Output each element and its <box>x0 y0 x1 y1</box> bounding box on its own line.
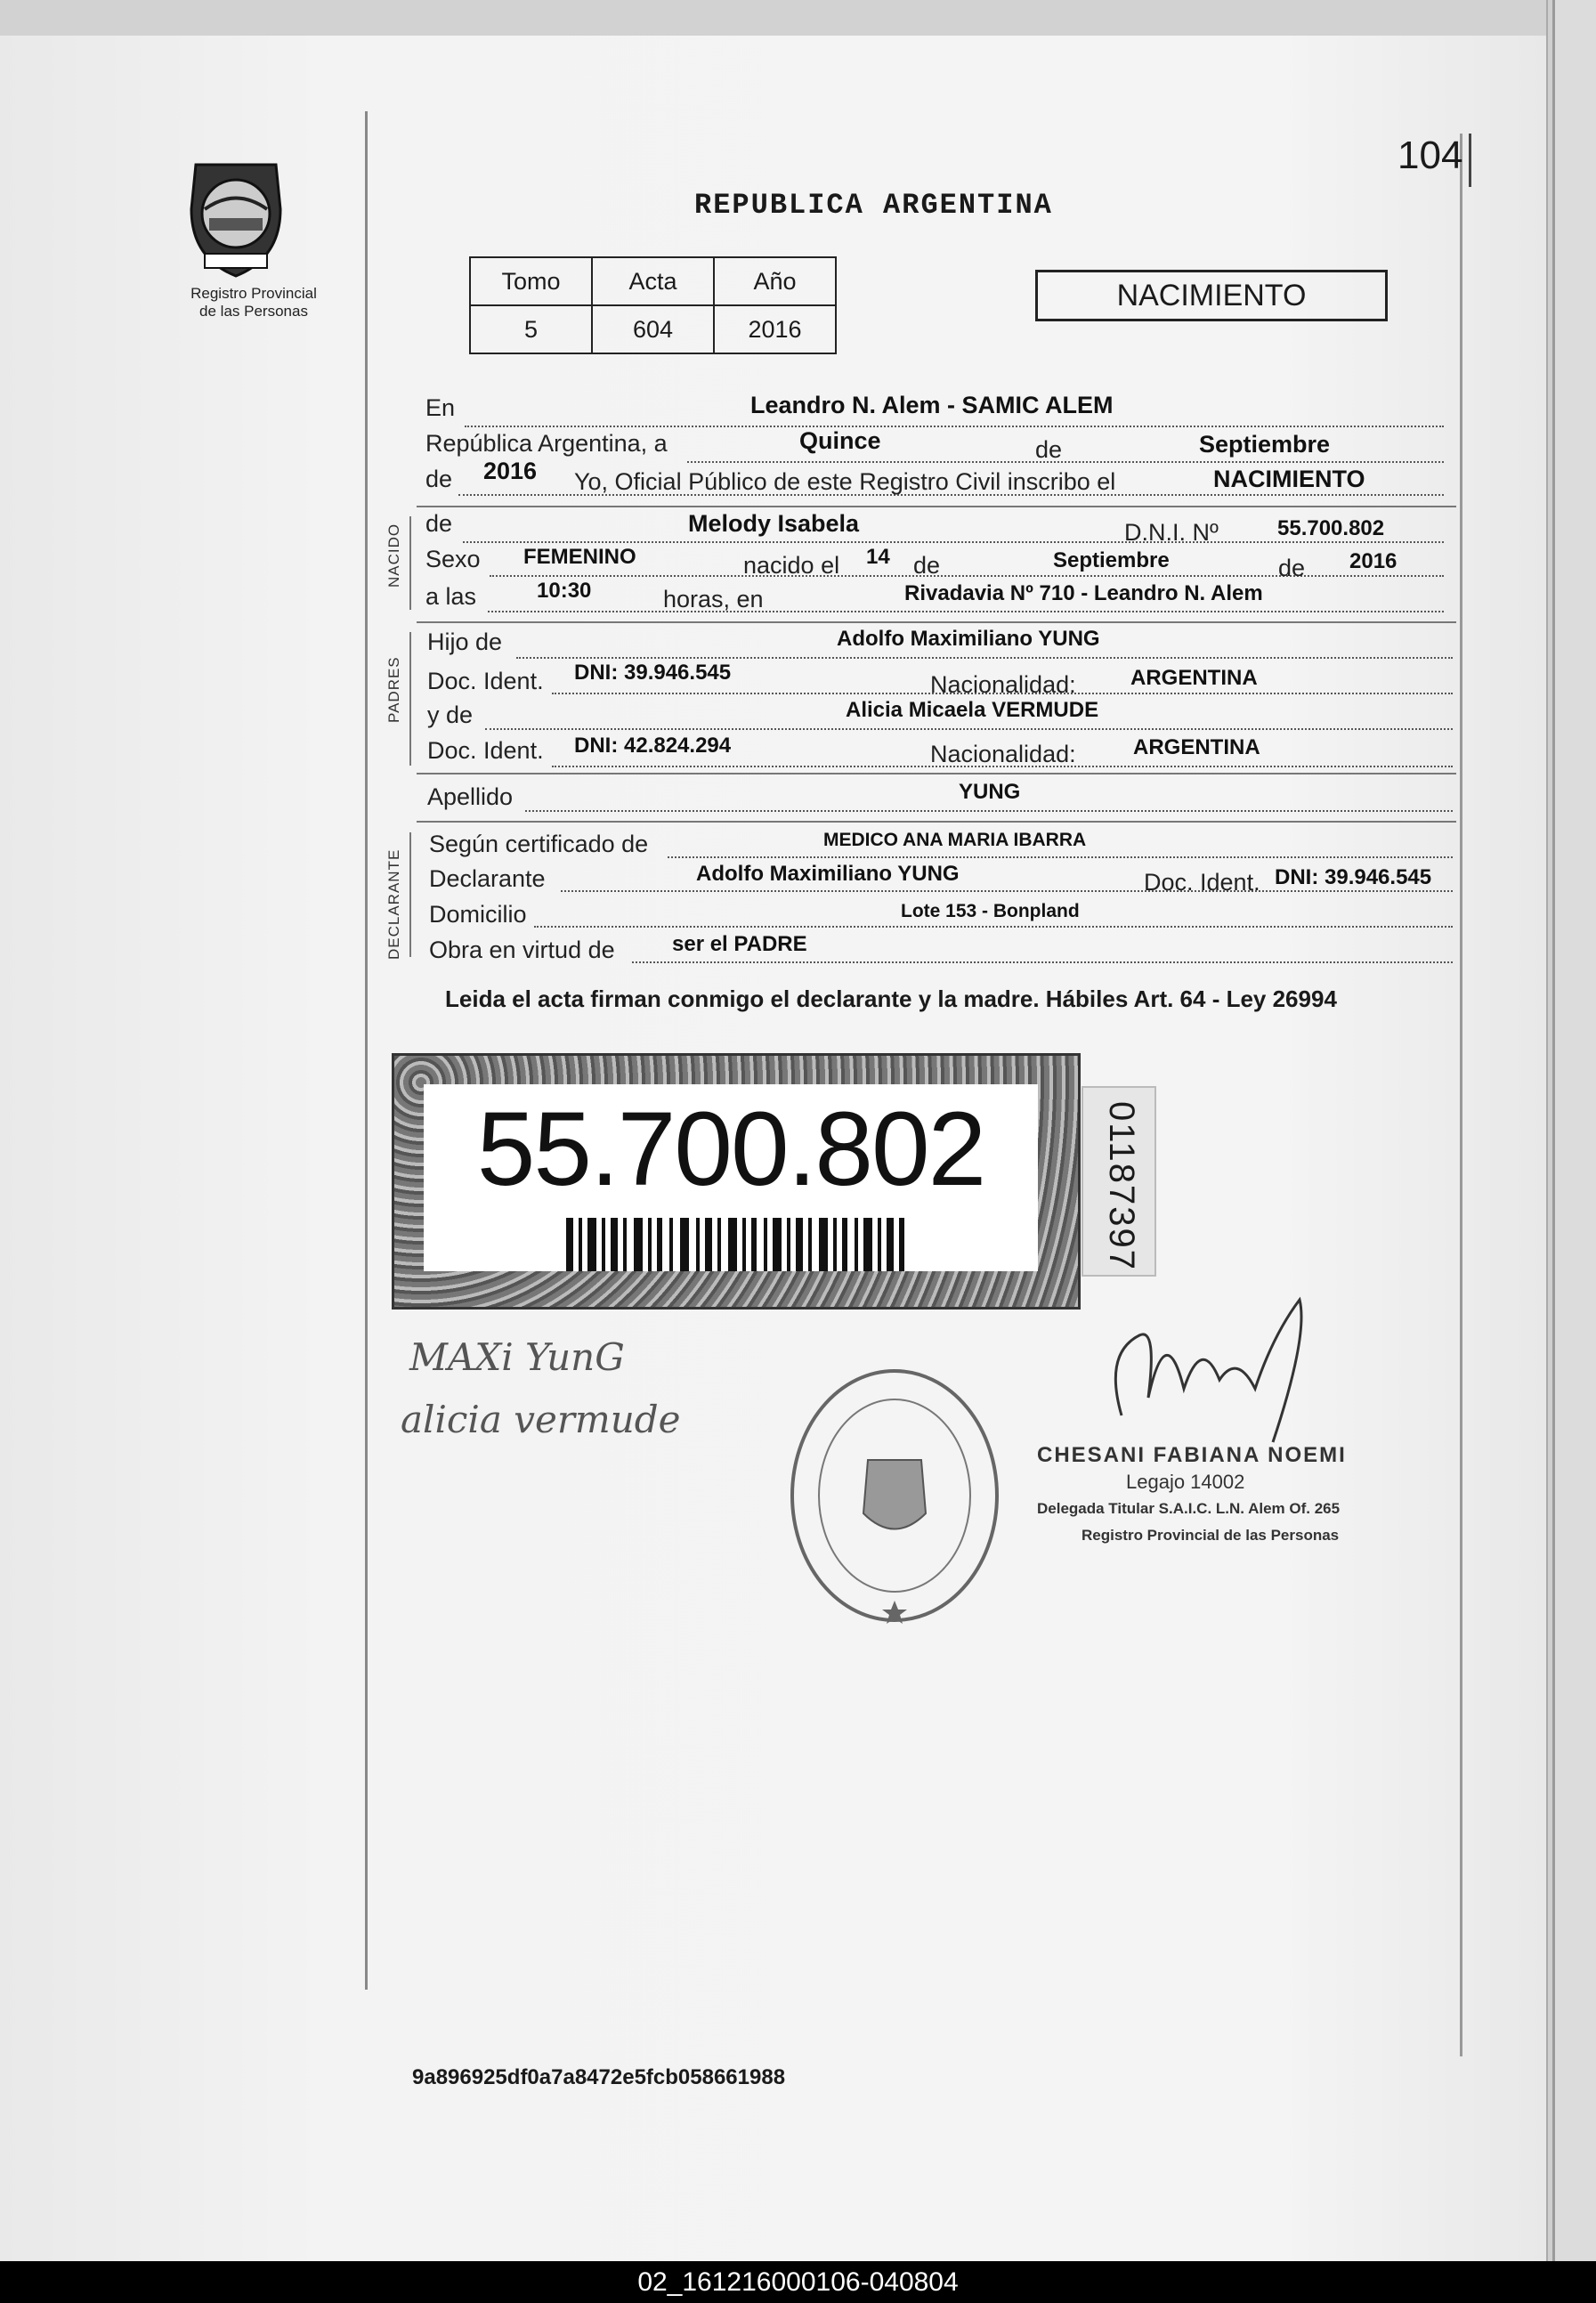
father-nat-label: Nacionalidad: <box>930 671 1076 698</box>
dotted-line <box>534 926 1453 928</box>
father-doc-label: Doc. Ident. <box>427 668 544 694</box>
section-bar <box>409 516 411 610</box>
scan-footer-id: 02_161216000106-040804 <box>0 2261 1596 2303</box>
section-bar <box>409 632 411 766</box>
barcode-icon <box>566 1218 904 1271</box>
acta-label: Acta <box>592 257 714 305</box>
dni-label: D.N.I. Nº <box>1124 519 1219 546</box>
tomo-label: Tomo <box>470 257 592 305</box>
dotted-line <box>465 426 1444 427</box>
tomo-acta-anio-table <box>469 256 837 354</box>
declarante-doc: DNI: 39.946.545 <box>1275 865 1432 889</box>
intro-year: 2016 <box>483 458 538 484</box>
domicilio-label: Domicilio <box>429 901 527 928</box>
father-name: Adolfo Maximiliano YUNG <box>837 627 1100 651</box>
serial-number-sticker <box>1082 1086 1156 1277</box>
intro-act: NACIMIENTO <box>1213 466 1365 492</box>
dni-number: 55.700.802 <box>476 1091 985 1208</box>
mother-nationality: ARGENTINA <box>1133 735 1260 759</box>
left-margin-rule <box>365 111 368 1990</box>
closing-note: Leida el acta firman conmigo el declarante y la madre. Hábiles Art. 64 - Ley 26994 <box>445 985 1337 1012</box>
serial-number: 01187397 <box>1102 1101 1141 1271</box>
section-divider <box>417 773 1456 774</box>
mother-nat-label: Nacionalidad: <box>930 741 1076 767</box>
officer-organization: Registro Provincial de las Personas <box>1082 1527 1340 1544</box>
horas-label: horas, en <box>663 586 764 612</box>
declarante-name: Adolfo Maximiliano YUNG <box>696 862 960 886</box>
document-hash: 9a896925df0a7a8472e5fcb058661988 <box>412 2065 786 2089</box>
dotted-line <box>485 728 1453 730</box>
dotted-line <box>525 810 1453 812</box>
intro-place: Leandro N. Alem - SAMIC ALEM <box>750 392 1114 418</box>
handwritten-signature-father: MAXi YunG <box>409 1335 625 1379</box>
apellido-label: Apellido <box>427 783 514 810</box>
republica-label: República Argentina, a <box>425 430 668 457</box>
logo-caption <box>178 285 329 320</box>
officer-signature-icon <box>1095 1282 1326 1460</box>
nacido-el-label: nacido el <box>743 552 840 579</box>
provincial-seal-icon <box>178 156 294 280</box>
tomo-value: 5 <box>470 305 592 353</box>
dotted-line <box>632 961 1453 963</box>
oficial-text: Yo, Oficial Público de este Registro Civil inscribo el <box>574 468 1116 495</box>
a-las-label: a las <box>425 583 477 610</box>
birth-month: Septiembre <box>1053 548 1170 572</box>
officer-title: Delegada Titular S.A.I.C. L.N. Alem Of. 265 <box>1037 1500 1341 1517</box>
en-label: En <box>425 394 456 421</box>
page-edge <box>1552 0 1596 2261</box>
mother-name: Alicia Micaela VERMUDE <box>846 698 1099 722</box>
nacido-de-label: de <box>425 510 453 537</box>
declarante-doc-label: Doc. Ident. <box>1144 869 1260 896</box>
dotted-line <box>463 541 1444 543</box>
obra-value: ser el PADRE <box>672 932 807 956</box>
top-page-edge <box>0 0 1596 36</box>
act-type-box: NACIMIENTO <box>1035 270 1388 321</box>
child-name: Melody Isabela <box>688 510 860 537</box>
official-stamp-icon <box>783 1362 1006 1629</box>
intro-day: Quince <box>799 427 881 454</box>
dotted-line <box>516 657 1453 659</box>
section-divider <box>417 821 1456 823</box>
birth-time: 10:30 <box>537 579 592 603</box>
hijo-de-label: Hijo de <box>427 628 503 655</box>
declarante-label: Declarante <box>429 865 546 892</box>
padres-side-label: PADRES <box>385 656 402 723</box>
father-nationality: ARGENTINA <box>1130 666 1258 690</box>
section-divider <box>417 506 1456 507</box>
obra-label: Obra en virtud de <box>429 937 615 963</box>
child-dni: 55.700.802 <box>1277 516 1385 540</box>
birth-place: Rivadavia Nº 710 - Leandro N. Alem <box>904 581 1263 605</box>
birth-de-label-2: de <box>1278 555 1306 581</box>
mother-doc-label: Doc. Ident. <box>427 737 544 764</box>
de-label-2: de <box>425 466 453 492</box>
handwritten-signature-mother: alicia vermude <box>401 1398 681 1441</box>
right-margin-rule <box>1460 134 1462 2056</box>
sexo-label: Sexo <box>425 546 481 572</box>
dotted-line <box>687 461 1444 463</box>
anio-value: 2016 <box>714 305 836 353</box>
birth-year: 2016 <box>1349 549 1398 573</box>
mother-doc: DNI: 42.824.294 <box>574 734 732 758</box>
intro-month: Septiembre <box>1199 431 1331 458</box>
page-number: 104 <box>1398 134 1463 177</box>
cert-label: Según certificado de <box>429 831 649 857</box>
acta-value: 604 <box>592 305 714 353</box>
officer-block <box>1037 1442 1347 1549</box>
document-title: REPUBLICA ARGENTINA <box>694 189 1053 222</box>
apellido-value: YUNG <box>959 780 1021 804</box>
domicilio-value: Lote 153 - Bonpland <box>901 901 1080 921</box>
declarante-side-label: DECLARANTE <box>385 848 402 960</box>
officer-legajo: Legajo 14002 <box>1126 1471 1245 1493</box>
dotted-line <box>488 611 1444 612</box>
father-doc: DNI: 39.946.545 <box>574 661 732 685</box>
y-de-label: y de <box>427 701 474 728</box>
logo-caption-line2: de las Personas <box>199 303 308 320</box>
certificate-by: MEDICO ANA MARIA IBARRA <box>823 830 1087 850</box>
officer-name: CHESANI FABIANA NOEMI <box>1037 1443 1347 1467</box>
registry-logo <box>178 156 329 320</box>
nacido-side-label: NACIDO <box>385 523 402 588</box>
birth-day: 14 <box>866 545 890 569</box>
dni-label-white-area <box>424 1084 1038 1271</box>
de-label: de <box>1035 436 1063 463</box>
birth-de-label: de <box>913 552 941 579</box>
child-sex: FEMENINO <box>523 545 636 569</box>
logo-caption-line1: Registro Provincial <box>190 285 317 302</box>
dotted-line <box>561 890 1453 892</box>
section-bar <box>409 832 411 957</box>
anio-label: Año <box>714 257 836 305</box>
section-divider <box>417 621 1456 623</box>
dni-label-sticker <box>392 1053 1081 1310</box>
dotted-line <box>668 856 1453 858</box>
